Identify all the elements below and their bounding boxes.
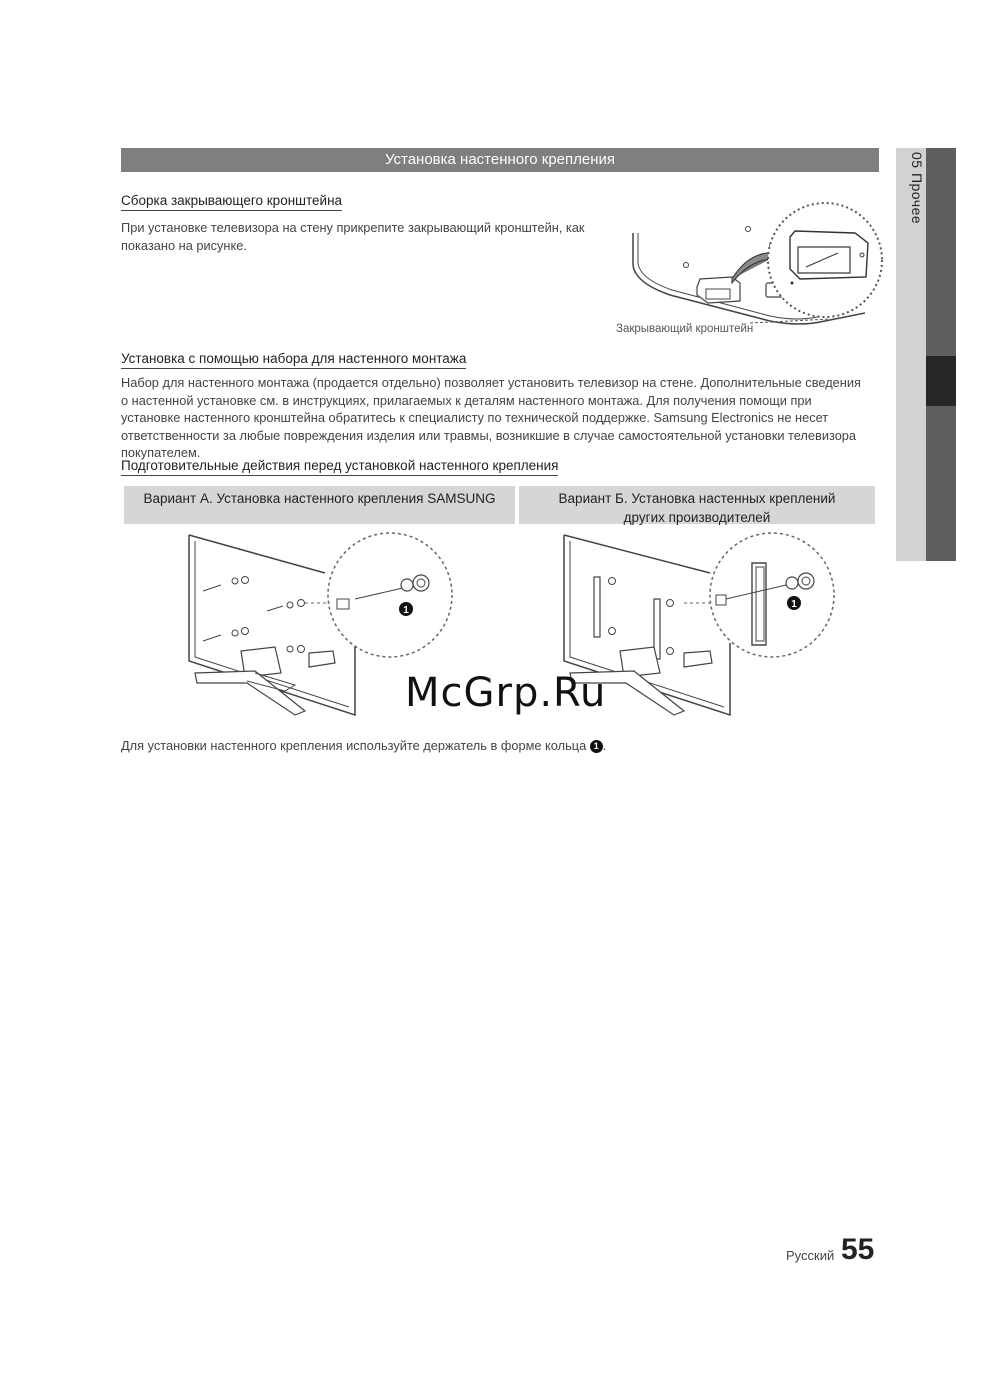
ring-holder-note-end: . (602, 738, 607, 753)
option-a-header (124, 486, 515, 524)
side-tab-label: 05 Прочее (909, 152, 925, 225)
section-title: Установка настенного крепления (384, 151, 616, 168)
side-tab-dark-strip (926, 148, 956, 561)
closing-bracket-figure (600, 195, 885, 340)
section-title-bar (121, 148, 879, 172)
footer-language: Русский (786, 1248, 835, 1263)
option-b-header (519, 486, 875, 524)
option-b-label: Вариант Б. Установка настенных креплений других производителей (558, 491, 836, 525)
callout-1-a: 1 (403, 605, 409, 616)
ring-holder-note (121, 737, 606, 755)
section3-heading: Подготовительные действия перед установкой настенного крепления (121, 458, 558, 476)
section2-text: Набор для настенного монтажа (продается отдельно) позволяет установить телевизор на стене. Дополнительные сведения о настенной установке см. в инструкциях, прилагаемых к деталям настенного монтажа. Для получения помощи при установке настенного кронштейна обратитесь к специалисту по технической поддержке. Samsung Electronics не несет ответственности за любые повреждения изделия или травмы, возникшие в случае самостоятельной установки телевизора покупателем. (121, 375, 861, 460)
option-a-label: Вариант А. Установка настенного крепления SAMSUNG (143, 491, 496, 506)
ring-holder-callout-badge: 1 (590, 740, 603, 753)
page-number: 55 (841, 1233, 875, 1266)
callout-1-b: 1 (791, 599, 797, 610)
watermark: McGrp.Ru (405, 670, 607, 716)
side-tab-active-marker (926, 356, 956, 406)
section2-heading: Установка с помощью набора для настенного монтажа (121, 351, 466, 369)
section1-heading: Сборка закрывающего кронштейна (121, 193, 342, 211)
ring-holder-note-text: Для установки настенного крепления используйте держатель в форме кольца (121, 738, 587, 753)
figure-caption-closing-bracket: Закрывающий кронштейн (616, 323, 754, 335)
section1-text: При установке телевизора на стену прикрепите закрывающий кронштейн, как показано на рисунке. (121, 220, 585, 253)
